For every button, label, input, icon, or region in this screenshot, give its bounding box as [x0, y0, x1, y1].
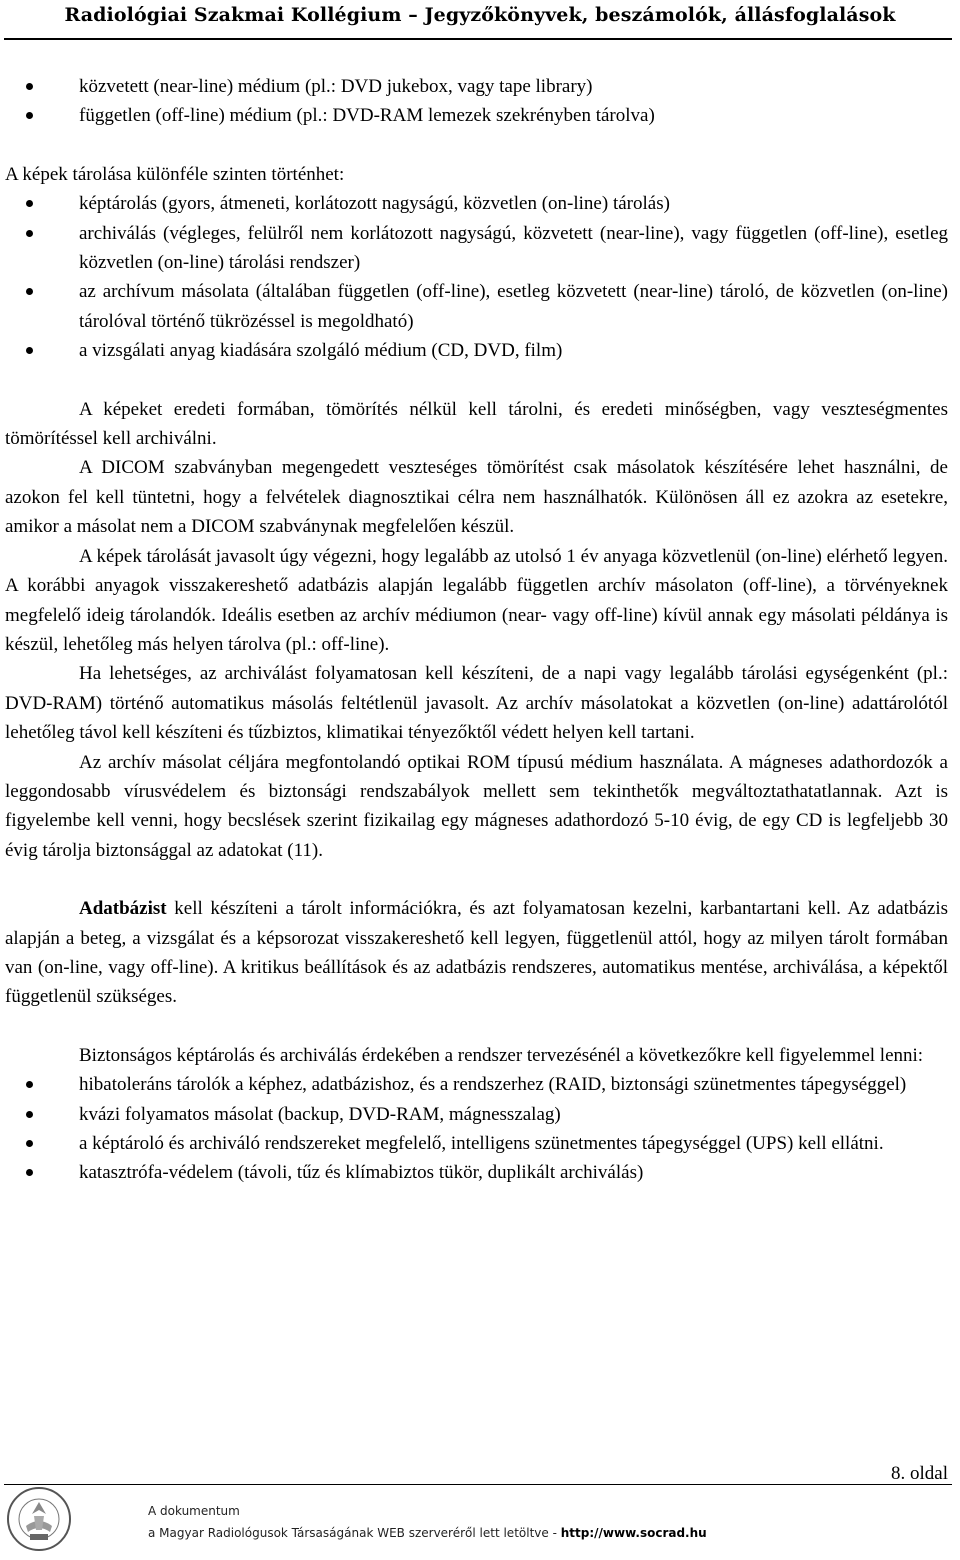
page-number: 8. oldal	[891, 1463, 948, 1484]
database-paragraph	[5, 894, 948, 1012]
storage-levels-intro: A képek tárolása különféle szinten történhet:	[5, 163, 345, 185]
media-list	[5, 72, 948, 131]
list-item: képtárolás (gyors, átmeneti, korlátozott nagyságú, közvetlen (on-line) tárolás)	[5, 189, 948, 218]
list-item: a vizsgálati anyag kiadására szolgáló médium (CD, DVD, film)	[5, 336, 948, 365]
storage-levels-list	[5, 189, 948, 365]
page-header-title: Radiológiai Szakmai Kollégium – Jegyzőkönyvek, beszámolók, állásfoglalások	[64, 4, 896, 26]
footer-source-text: a Magyar Radiológusok Társaságának WEB szerveréről lett letöltve	[148, 1526, 549, 1540]
footer-divider	[4, 1484, 952, 1485]
socrad-website-link[interactable]: http://www.socrad.hu	[560, 1526, 707, 1540]
footer-download-note	[148, 1500, 707, 1544]
list-item: közvetett (near-line) médium (pl.: DVD jukebox, vagy tape library)	[5, 72, 948, 101]
database-paragraph-text: kell készíteni a tárolt információkra, és azt folyamatosan kezelni, karbantartani kell. Az adatbázis alapján a beteg, a vizsgálat és a képsorozat visszakereshető kell legyen, függetlenül attól, hogy az milyen tárolt formában van (on-line, vagy off-line). A kritikus beállítások és az adatbázis rendszeres, automatikus mentése, archiválása, a képektől függetlenül szükséges.	[5, 898, 948, 1008]
database-term: Adatbázist	[79, 898, 167, 920]
safety-list	[5, 1070, 948, 1188]
footer-line-2	[148, 1522, 707, 1544]
paragraph: Az archív másolat céljára megfontolandó optikai ROM típusú médium használata. A mágneses adathordozók a leggondosabb vírusvédelem és biztonsági rendszabályok mellett sem tekinthetők megváltoztathatatlannak. Azt is figyelembe kell venni, hogy becslések szerint fizikailag egy mágneses adathordozó 5-10 évig, de egy CD is legfeljebb 30 évig tárolja biztonsággal az adatokat (11).	[5, 751, 948, 861]
list-item: katasztrófa-védelem (távoli, tűz és klímabiztos tükör, duplikált archiválás)	[5, 1158, 948, 1187]
paragraph: A képeket eredeti formában, tömörítés nélkül kell tárolni, és eredeti minőségben, vagy veszteségmentes tömörítéssel kell archiválni.	[5, 398, 948, 450]
footer-line-1: A dokumentum	[148, 1504, 240, 1518]
list-item: hibatoleráns tárolók a képhez, adatbázishoz, és a rendszerhez (RAID, biztonsági szünetmentes tápegységgel)	[5, 1070, 948, 1099]
document-body	[5, 72, 948, 1188]
header-divider	[4, 38, 952, 40]
list-item: a képtároló és archiváló rendszereket megfelelő, intelligens szünetmentes tápegységgel (UPS) kell ellátni.	[5, 1129, 948, 1158]
paragraph: Biztonságos képtárolás és archiválás érdekében a rendszer tervezésénél a következőkre kell figyelemmel lenni:	[79, 1044, 924, 1066]
list-item: kvázi folyamatos másolat (backup, DVD-RAM, mágnesszalag)	[5, 1100, 948, 1129]
paragraph: A DICOM szabványban megengedett veszteséges tömörítést csak másolatok készítésére lehet használni, de azokon fel kell tüntetni, hogy a felvételek diagnosztikai célra nem használhatók. Különösen áll ez azokra az esetekre, amikor a másolat nem a DICOM szabványnak megfelelően készül.	[5, 457, 948, 538]
list-item: archiválás (végleges, felülről nem korlátozott nagyságú, közvetett (near-line), vagy független (off-line), esetleg közvetlen (on-line) tárolási rendszer)	[5, 219, 948, 278]
footer-separator: -	[548, 1526, 561, 1540]
paragraph: A képek tárolását javasolt úgy végezni, hogy legalább az utolsó 1 év anyaga közvetlenül (on-line) elérhető legyen. A korábbi anyagok visszakereshető adatbázis alapján legalább független archív másolaton (off-line), a törvényeknek megfelelő ideig tárolandók. Ideális esetben az archív médiumon (near- vagy off-line) kívül annak egy másolati példánya is készül, lehetőleg más helyen tárolva (pl.: off-line).	[5, 545, 948, 655]
list-item: az archívum másolata (általában független (off-line), esetleg közvetett (near-line) tároló, de közvetlen (on-line) tárolóval történő tükrözéssel is megoldható)	[5, 277, 948, 336]
list-item: független (off-line) médium (pl.: DVD-RAM lemezek szekrényben tárolva)	[5, 101, 948, 130]
society-seal-logo	[6, 1486, 72, 1552]
paragraph: Ha lehetséges, az archiválást folyamatosan kell készíteni, de a napi vagy legalább tárolási egységenként (pl.: DVD-RAM) történő automatikus másolás feltétlenül javasolt. Az archív másolatokat a közvetlen (on-line) adattárolótól lehetőleg távol kell készíteni és tűzbiztos, klimatikai tényezőktől védett helyen kell tartani.	[5, 663, 948, 744]
